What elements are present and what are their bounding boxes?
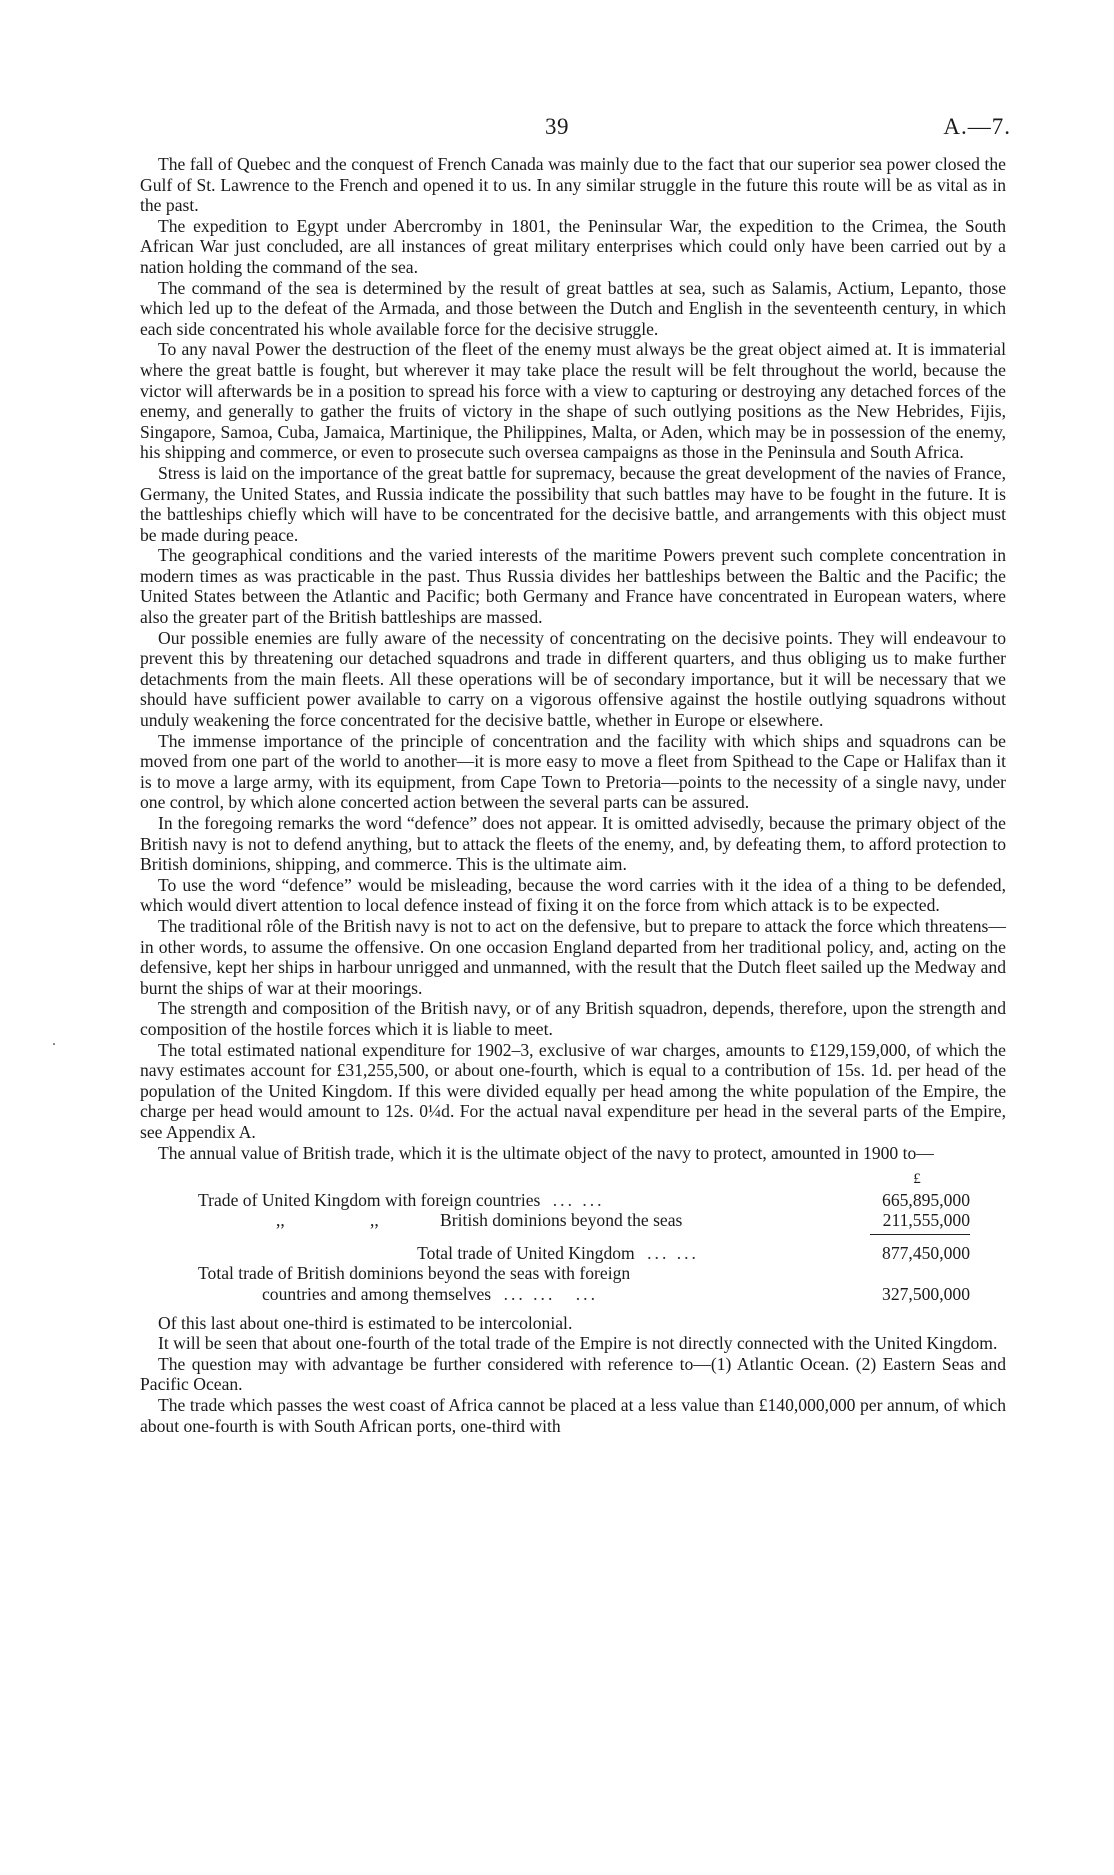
paragraph: The command of the sea is determined by the result of great battles at sea, such as Salamis, Actium, Lepanto, those which led up to the defeat of the Armada, and those between the Dutch and English in the seventeenth century, in which each side concentrated his whole available force for the decisive struggle. (140, 277, 1006, 339)
paragraph: The strength and composition of the British navy, or of any British squadron, depends, therefore, upon the strength and composition of the hostile forces which it is liable to meet. (140, 998, 1006, 1039)
trade-currency-row (140, 1169, 1006, 1190)
paragraph: To use the word “defence” would be misleading, because the word carries with it the idea of a thing to be defended, which would divert attention to local defence instead of fixing it on the force from which attack is to be expected. (140, 874, 1006, 916)
trade-table (140, 1169, 1006, 1305)
paragraph: Our possible enemies are fully aware of the necessity of concentrating on the decisive points. They will endeavour to prevent this by threatening our detached squadrons and trade in different quarters, and thus obliging us to make further detachments from the main fleets. All these operations will be of secondary importance, but it will be necessary that we should have sufficient power available to carry on a vigorous offensive against the hostile outlying squadrons without unduly weakening the force concentrated for the decisive battle, whether in Europe or elsewhere. (140, 627, 1006, 731)
trade-label-dominions-total-line1: Total trade of British dominions beyond the seas with foreign (198, 1263, 631, 1284)
document-body (140, 154, 1006, 1436)
trade-value-dominions-total: 327,500,000 (882, 1284, 970, 1305)
trade-row-dominions (140, 1210, 1006, 1231)
sum-rule (870, 1234, 970, 1235)
trade-row-total-uk (140, 1243, 1006, 1264)
ditto-mark: ,, (370, 1210, 379, 1231)
paragraph: The fall of Quebec and the conquest of French Canada was mainly due to the fact that our superior sea power closed the Gulf of St. Lawrence to the French and opened it to us. In any similar struggle in the future this route will be as vital as in the past. (140, 154, 1006, 216)
margin-mark: . (52, 1032, 56, 1049)
trade-value-dominions: 211,555,000 (882, 1210, 970, 1231)
trade-row-dominions-total-line1 (140, 1263, 1006, 1284)
trade-value-total-uk: 877,450,000 (882, 1242, 970, 1263)
paragraph: It will be seen that about one-fourth of the total trade of the Empire is not directly connected with the United Kingdom. (158, 1333, 998, 1354)
paragraph: The expedition to Egypt under Abercromby in 1801, the Peninsular War, the expedition to the Crimea, the South African War just concluded, are all instances of great military enterprises which could only have been carried out by a nation holding the command of the sea. (140, 215, 1006, 277)
sum-rule-row (140, 1231, 1006, 1243)
leader-dots: ... (575, 1284, 598, 1305)
ditto-mark: ,, (276, 1210, 285, 1231)
leader-dots: ... ... (552, 1189, 605, 1210)
trade-row-foreign (140, 1190, 1006, 1211)
paragraph: Stress is laid on the importance of the great battle for supremacy, because the great development of the navies of France, Germany, the United States, and Russia indicate the possibility that such battles may have to be fought in the future. It is the battleships chiefly which will have to be concentrated for the decisive battle, and arrangements with this object must be made during peace. (140, 462, 1006, 545)
trade-value-foreign: 665,895,000 (882, 1189, 970, 1210)
paragraph: The total estimated national expenditure for 1902–3, exclusive of war charges, amounts to £129,159,000, of which the navy estimates account for £31,255,500, or about one-fourth, which is equal to a contribution of 15s. 1d. per head of the population of the United Kingdom. If this were divided equally per head among the white population of the Empire, the charge per head would amount to 12s. 0¼d. For the actual naval expenditure per head in the several parts of the Empire, see Appendix A. (140, 1039, 1006, 1142)
trade-row-dominions-total (140, 1284, 1006, 1305)
paragraph: The geographical conditions and the varied interests of the maritime Powers prevent such complete concentration in modern times as was practicable in the past. Thus Russia divides her battleships between the Baltic and the Pacific; the United States between the Atlantic and Pacific; both Germany and France have concentrated in European waters, where also the greater part of the British battleships are massed. (140, 545, 1006, 628)
trade-label-dominions: British dominions beyond the seas (440, 1210, 683, 1231)
paragraph: The trade which passes the west coast of Africa cannot be placed at a less value than £140,000,000 per annum, of which about one-fourth is with South African ports, one-third with (140, 1395, 1006, 1436)
trade-label-dominions-total-line2: countries and among themselves (262, 1284, 492, 1305)
leader-dots: ... ... (647, 1242, 699, 1263)
paragraph: The immense importance of the principle of concentration and the facility with which ships and squadrons can be moved from one part of the world to another—it is more easy to move a fleet from Spithead to the Cape or Halifax than it is to move a large army, with its equipment, from Cape Town to Pretoria—points to the necessity of a single navy, under one control, by which alone concerted action between the several parts can be assured. (140, 730, 1006, 813)
paragraph: Of this last about one-third is estimated to be intercolonial. (158, 1312, 573, 1333)
paragraph: The traditional rôle of the British navy is not to act on the defensive, but to prepare to attack the force which threatens—in other words, to assume the offensive. On one occasion England departed from her traditional policy, and, acting on the defensive, kept her ships in harbour unrigged and unmanned, with the result that the Dutch fleet sailed up the Medway and burnt the ships of war at their moorings. (140, 915, 1006, 998)
page-number: 39 (545, 114, 569, 139)
paragraph: In the foregoing remarks the word “defence” does not appear. It is omitted advisedly, because the primary object of the British navy is not to defend anything, but to attack the fleets of the enemy, and, by defeating them, to afford protection to British dominions, shipping, and commerce. This is the ultimate aim. (140, 813, 1006, 875)
paragraph: The question may with advantage be further considered with reference to—(1) Atlantic Ocean. (2) Eastern Seas and Pacific Ocean. (140, 1353, 1006, 1395)
pound-sign: £ (913, 1171, 921, 1188)
trade-label-foreign: Trade of United Kingdom with foreign countries (198, 1189, 541, 1210)
paragraph: To any naval Power the destruction of the fleet of the enemy must always be the great object aimed at. It is immaterial where the great battle is fought, but wherever it may take place the result will be felt throughout the world, because the victor will afterwards be in a position to spread his force with a view to capturing or destroying any detached forces of the enemy, and generally to gather the fruits of victory in the shape of such outlying positions as the New Hebrides, Fijis, Singapore, Samoa, Cuba, Jamaica, Martinique, the Philippines, Malta, or Aden, which may be in possession of the enemy, his shipping and commerce, or even to prosecute such oversea campaigns as those in the Peninsula and South Africa. (140, 339, 1006, 463)
paragraph: The annual value of British trade, which it is the ultimate object of the navy to protect, amounted in 1900 to— (158, 1142, 934, 1163)
page-reference: A.—7. (943, 114, 1011, 139)
leader-dots: ... ... (503, 1284, 556, 1305)
trade-label-total-uk: Total trade of United Kingdom (417, 1242, 635, 1263)
